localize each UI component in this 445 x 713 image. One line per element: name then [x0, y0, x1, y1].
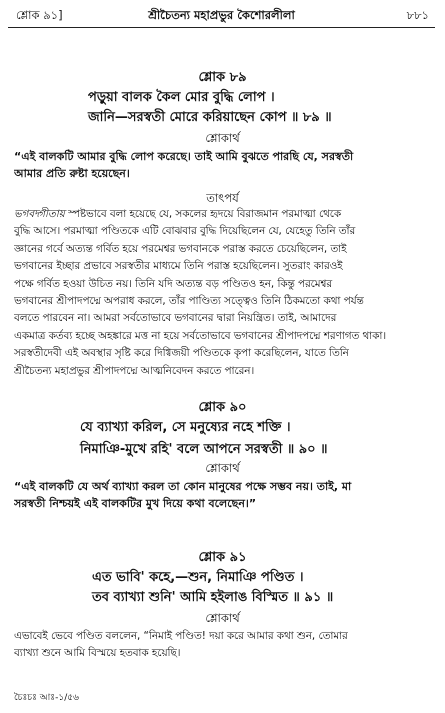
header-chapter-title: শ্রীচৈতন্য মহাপ্রভুর কৈশোরলীলা — [148, 8, 295, 22]
verse-89-line-2: জানি—সরস্বতী মোরে করিয়াছেন কোপ ॥ ৮৯ ॥ — [88, 110, 332, 125]
translation-line: এভাবেই ভেবে পণ্ডিত বললেন, “নিমাই পণ্ডিত! দয়া করে আমার কথা শুন, তোমার — [14, 630, 348, 642]
translation-line: আমার প্রতি রুষ্টা হয়েছেন। — [14, 167, 130, 181]
purport-line: সরস্বতীদেবী এই অবস্থার সৃষ্টি করে দিগ্বিজয়ী পণ্ডিতকে কৃপা করেছিলেন, যাতে তিনি — [14, 347, 349, 360]
translation-line: ব্যাখ্যা শুনে আমি বিস্ময়ে হতবাক হয়েছি। — [14, 647, 181, 660]
translation-line: সরস্বতী নিশ্চয়ই এই বালকটির মুখ দিয়ে কথা বলেছেন।” — [14, 497, 257, 511]
verse-91-line-2: তব ব্যাখ্যা শুনি' আমি হইলাঙ বিস্মিত ॥ ৯১ ॥ — [92, 590, 334, 605]
purport-line: একমাত্র কর্তব্য হচ্ছে অহঙ্কারে মত্ত না হয়ে সর্বতোভাবে ভগবানের শ্রীপাদপদ্মে শরণাগত থাকা। — [14, 329, 387, 342]
purport-book-title: ভগবদ্গীতায় — [14, 208, 65, 220]
purport-line: পক্ষে গর্বিত হওয়া উচিত নয়। তিনি যদি অত্যন্ত বড় পণ্ডিতও হন, কিন্তু পরমেশ্বর — [14, 277, 333, 290]
verse-90-line-2: নিমাঞি-মুখে রহি' বলে আপনে সরস্বতী ॥ ৯০ ॥ — [80, 442, 328, 457]
header-rule — [8, 27, 435, 28]
verse-90-translation — [14, 478, 431, 513]
header-page-number: ৮৮১ — [406, 8, 429, 22]
verse-89-translation — [14, 148, 431, 183]
purport-line: বলতে পারবেন না। আমরা সর্বতোভাবে ভগবানের দ্বারা নিয়ন্ত্রিত। তাই, আমাদের — [14, 312, 337, 325]
purport-line: জ্ঞানের গর্বে অত্যন্ত গর্বিত হয়ে পরমেশ্বর ভগবানকে পরাস্ত করতে চেয়েছিলেন, তাই — [14, 242, 347, 255]
verse-90-translation-heading: শ্লোকার্থ — [205, 461, 240, 475]
verse-91-line-1: এত ভাবি' কহে,—শুন, নিমাঞি পণ্ডিত । — [92, 570, 304, 585]
verse-89-line-1: পড়ুয়া বালক কৈল মোর বুদ্ধি লোপ । — [88, 90, 275, 105]
verse-89-heading: শ্লোক ৮৯ — [198, 70, 247, 85]
translation-line: “এই বালকটি আমার বুদ্ধি লোপ করেছে। তাই আমি বুঝতে পারছি যে, সরস্বতী — [14, 150, 354, 163]
verse-89-translation-heading: শ্লোকার্থ — [205, 131, 240, 145]
purport-line: ভগবানের ইচ্ছার প্রভাবে সরস্বতীর মাধ্যমে তিনি পরাস্ত হয়েছিলেন। সুতরাং কারওই — [14, 260, 343, 273]
translation-line: “এই বালকটি যে অর্থ ব্যাখ্যা করল তা কোন মানুষের পক্ষে সম্ভব নয়। তাই, মা — [14, 480, 352, 493]
purport-first-line-rest: স্পষ্টভাবে বলা হয়েছে যে, সকলের হৃদয়ে বিরাজমান পরমাত্মা থেকে — [64, 208, 342, 220]
purport-text — [14, 206, 431, 380]
verse-90-heading: শ্লোক ৯০ — [198, 400, 247, 415]
verse-91-heading: শ্লোক ৯১ — [198, 550, 247, 565]
purport-line: শ্রীচৈতন্য মহাপ্রভুর শ্রীপাদপদ্মে আত্মনিবেদন করতে পারেন। — [14, 364, 255, 377]
header-verse-ref: শ্লোক ৯১] — [16, 8, 63, 22]
verse-91-translation — [14, 628, 431, 663]
purport-heading: তাৎপর্য — [206, 191, 239, 205]
running-header — [10, 4, 433, 26]
purport-line: ভগবানের শ্রীপাদপদ্মে অপরাধ করলে, তাঁর পাণ্ডিত্য সত্ত্বেও তিনি ঠিকমতো কথা পর্যন্ত — [14, 295, 364, 308]
purport-line: বুদ্ধি আসে। পরমাত্মা পণ্ডিতকে এটি বোঝবার বুদ্ধি দিয়েছিলেন যে, যেহেতু তিনি তাঁর — [14, 225, 356, 238]
verse-91-translation-heading: শ্লোকার্থ — [205, 611, 240, 625]
signature-mark: চৈঃচঃ আঃ-১/৫৬ — [14, 693, 79, 703]
purport-line — [14, 206, 431, 223]
verse-90-line-1: যে ব্যাখ্যা করিল, সে মনুষ্যের নহে শক্তি । — [80, 420, 291, 435]
